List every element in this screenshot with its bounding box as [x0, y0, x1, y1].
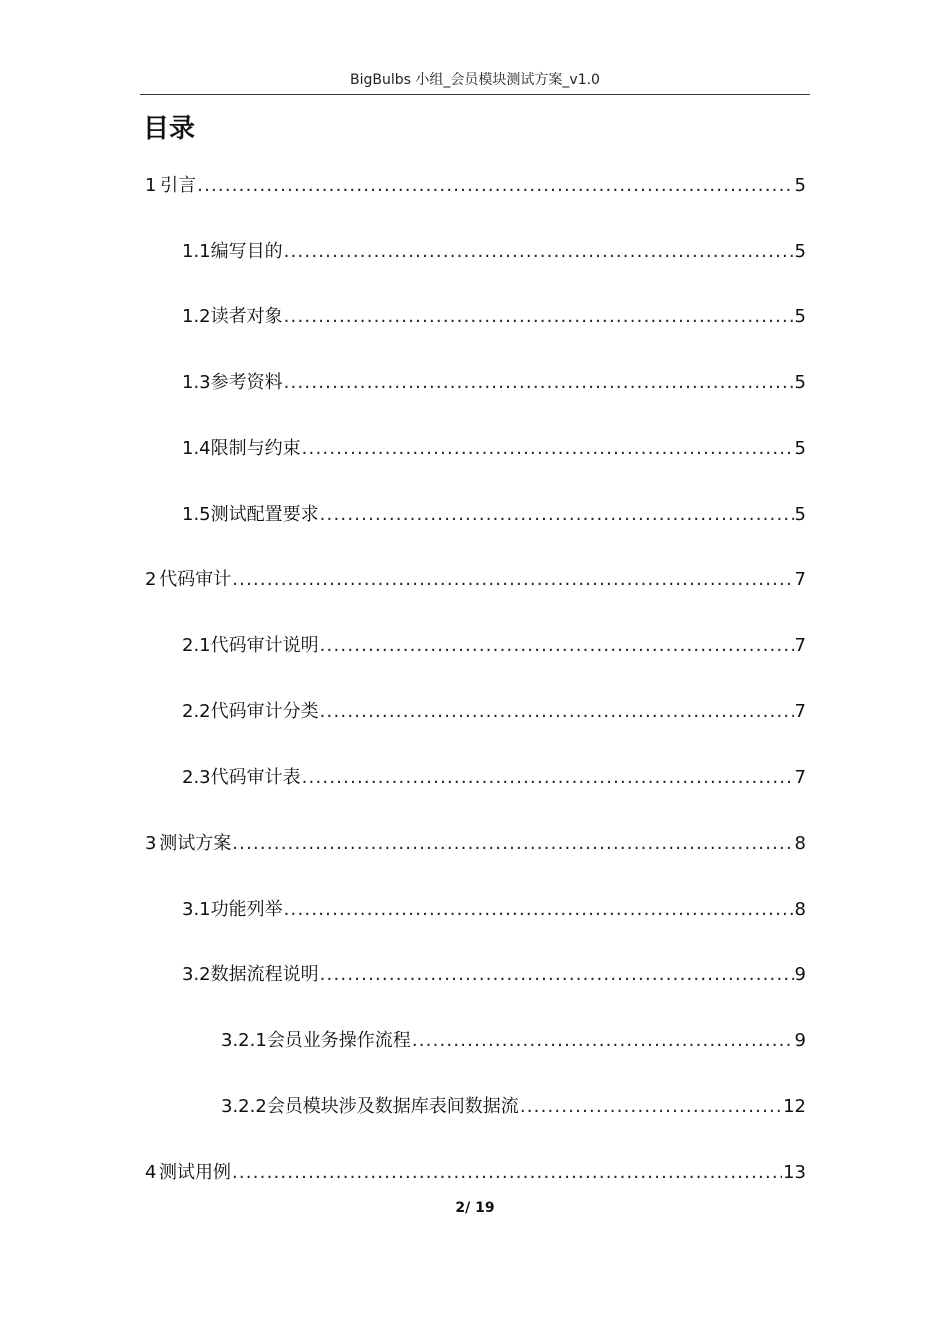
toc-entry-2-1[interactable] [182, 632, 806, 660]
toc-title: 目录 [143, 114, 196, 144]
toc-entry-2[interactable] [145, 566, 806, 594]
toc-entry-1-3[interactable] [182, 369, 806, 397]
toc-entry-label: 会员业务操作流程 [266, 1030, 411, 1051]
toc-entry-3-2-1[interactable] [221, 1027, 806, 1055]
toc-entry-1-5[interactable] [182, 501, 806, 529]
toc-entry-label: 编写目的 [210, 241, 283, 262]
dot-leader [232, 1159, 782, 1187]
toc-entry-number: 2.2 [182, 701, 211, 722]
toc-entry-number: 3.2.1 [221, 1030, 267, 1051]
dot-leader [320, 501, 794, 529]
toc-entry-label: 测试方案 [159, 833, 232, 854]
toc-entry-page: 8 [794, 899, 806, 920]
running-header: BigBulbs 小组_会员模块测试方案_v1.0 [350, 72, 600, 88]
toc-entry-number: 3 [145, 833, 157, 854]
dot-leader [302, 764, 794, 792]
toc-entry-1-1[interactable] [182, 238, 806, 266]
toc-entry-number: 3.2.2 [221, 1096, 267, 1117]
toc-entry-page: 13 [783, 1162, 806, 1183]
toc-entry-page: 7 [794, 767, 806, 788]
toc-entry-label: 测试用例 [158, 1162, 231, 1183]
dot-leader [320, 632, 794, 660]
toc-entry-1-4[interactable] [182, 435, 806, 463]
toc-entry-number: 1.1 [182, 241, 211, 262]
dot-leader [302, 435, 794, 463]
page-separator: / [465, 1200, 476, 1216]
dot-leader [284, 303, 794, 331]
toc-entry-label: 参考资料 [210, 372, 283, 393]
toc-entry-page: 7 [794, 701, 806, 722]
toc-entry-label: 数据流程说明 [210, 964, 319, 985]
toc-entry-1-2[interactable] [182, 303, 806, 331]
dot-leader [232, 566, 793, 594]
dot-leader [412, 1027, 794, 1055]
toc-entry-number: 3.2 [182, 964, 211, 985]
toc-entry-page: 5 [794, 306, 806, 327]
toc-entry-2-2[interactable] [182, 698, 806, 726]
toc-entry-1[interactable] [145, 172, 806, 200]
dot-leader [320, 961, 794, 989]
toc-entry-3-2[interactable] [182, 961, 806, 989]
toc-entry-number: 1.3 [182, 372, 211, 393]
toc-entry-page: 8 [794, 833, 806, 854]
toc-entry-label: 引言 [160, 175, 197, 196]
toc-entry-number: 2 [145, 569, 157, 590]
toc-entry-page: 9 [794, 1030, 806, 1051]
toc-entry-4[interactable] [145, 1159, 806, 1187]
dot-leader [520, 1093, 782, 1121]
toc-entry-number: 1.5 [182, 504, 211, 525]
toc-entry-3-1[interactable] [182, 896, 806, 924]
toc-entry-number: 1.2 [182, 306, 211, 327]
toc-entry-page: 5 [794, 504, 806, 525]
toc-entry-label: 测试配置要求 [210, 504, 319, 525]
toc-entry-page: 5 [794, 438, 806, 459]
dot-leader [284, 238, 794, 266]
total-page-count: 19 [475, 1200, 495, 1216]
dot-leader [284, 896, 794, 924]
toc-entry-page: 5 [794, 241, 806, 262]
toc-entry-3-2-2[interactable] [221, 1093, 806, 1121]
toc-entry-page: 7 [794, 635, 806, 656]
toc-entry-page: 12 [783, 1096, 806, 1117]
toc-entry-label: 限制与约束 [210, 438, 301, 459]
header-rule [140, 94, 810, 95]
toc-entry-number: 2.3 [182, 767, 211, 788]
toc-entry-label: 代码审计分类 [210, 701, 319, 722]
toc-entry-number: 3.1 [182, 899, 211, 920]
toc-entry-page: 5 [794, 175, 806, 196]
toc-entry-number: 1 [145, 175, 157, 196]
toc-entry-page: 5 [794, 372, 806, 393]
page-footer [0, 1197, 950, 1219]
toc-entry-number: 2.1 [182, 635, 211, 656]
toc-entry-2-3[interactable] [182, 764, 806, 792]
current-page-number: 2 [455, 1200, 466, 1216]
dot-leader [232, 830, 793, 858]
dot-leader [320, 698, 794, 726]
dot-leader [284, 369, 794, 397]
toc-entry-number: 1.4 [182, 438, 211, 459]
toc-entry-page: 9 [794, 964, 806, 985]
dot-leader [197, 172, 793, 200]
toc-entry-label: 代码审计表 [210, 767, 301, 788]
toc-entry-page: 7 [794, 569, 806, 590]
toc-entry-label: 代码审计说明 [210, 635, 319, 656]
toc-entry-3[interactable] [145, 830, 806, 858]
toc-entry-label: 读者对象 [210, 306, 283, 327]
toc-entry-label: 功能列举 [210, 899, 283, 920]
toc-entry-label: 会员模块涉及数据库表间数据流 [266, 1096, 519, 1117]
toc-entry-label: 代码审计 [159, 569, 232, 590]
toc-entry-number: 4 [145, 1162, 157, 1183]
